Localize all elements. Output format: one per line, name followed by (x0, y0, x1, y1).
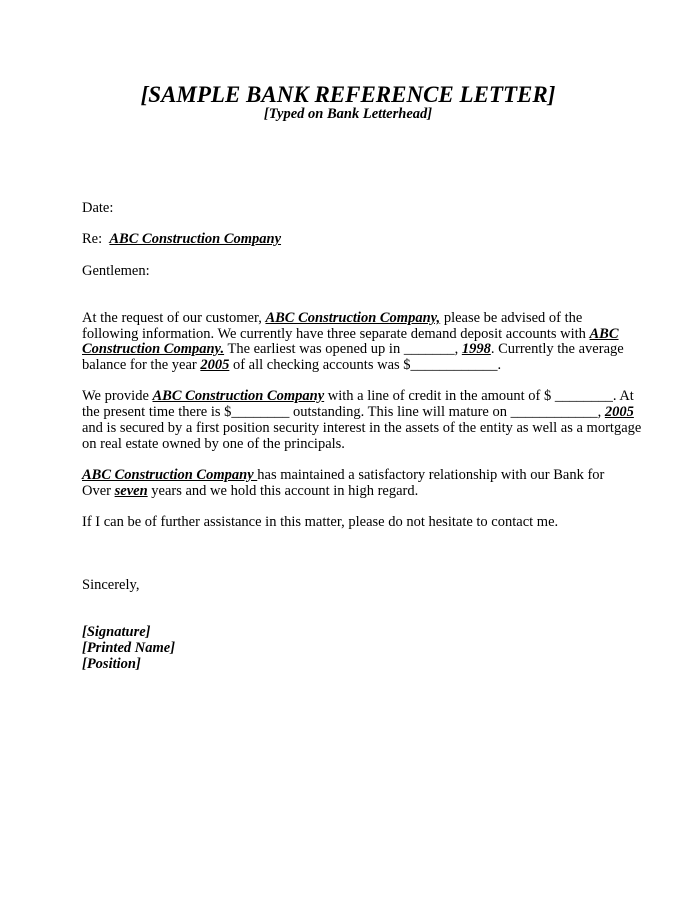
p1-line-2: following information. We currently have three separate demand deposit accounts with ABC (82, 326, 619, 342)
re-line (82, 231, 281, 247)
p1-company-part1: ABC (589, 326, 619, 342)
p3-line-1: ABC Construction Company has maintained a satisfactory relationship with our Bank for (82, 467, 605, 483)
p2-line-3: and is secured by a first position security interest in the assets of the entity as well as a mortgage (82, 420, 642, 436)
p2-line-1: We provide ABC Construction Company with a line of credit in the amount of $ ________. At (82, 388, 634, 404)
p3-years: seven (114, 483, 148, 499)
closing: Sincerely, (82, 577, 140, 593)
p2-line-2: the present time there is $________ outstanding. This line will mature on ____________, 2005 (82, 404, 634, 420)
letter-title: [SAMPLE BANK REFERENCE LETTER] (140, 82, 556, 107)
date-line (82, 200, 113, 216)
letter-subtitle: [Typed on Bank Letterhead] (263, 106, 433, 122)
p1-company: ABC Construction Company, (265, 310, 441, 326)
salutation: Gentlemen: (82, 263, 150, 279)
p2-line-4: on real estate owned by one of the principals. (82, 436, 345, 452)
p2-maturity-year: 2005 (604, 404, 634, 420)
p4-line: If I can be of further assistance in this matter, please do not hesitate to contact me. (82, 514, 559, 530)
re-company: ABC Construction Company (109, 231, 282, 247)
p1-year-balance: 2005 (200, 357, 230, 373)
signature-placeholder: [Signature] (82, 624, 151, 640)
p1-year-opened: 1998 (461, 341, 491, 357)
p1-line-3: Construction Company. The earliest was opened up in _______, 1998. Currently the average (82, 341, 624, 357)
p1-line-1: At the request of our customer, ABC Construction Company, please be advised of the (82, 310, 583, 326)
p1-company-part2: Construction Company. (82, 341, 225, 357)
p1-line-4: balance for the year 2005 of all checking accounts was $____________. (82, 357, 502, 373)
re-label: Re: (82, 231, 103, 247)
p3-line-2: Over seven years and we hold this account in high regard. (82, 483, 419, 499)
p2-company: ABC Construction Company (152, 388, 325, 404)
printed-name-placeholder: [Printed Name] (82, 640, 176, 656)
position-placeholder: [Position] (82, 656, 141, 672)
p3-company: ABC Construction Company (82, 467, 258, 483)
date-label: Date: (82, 200, 114, 216)
